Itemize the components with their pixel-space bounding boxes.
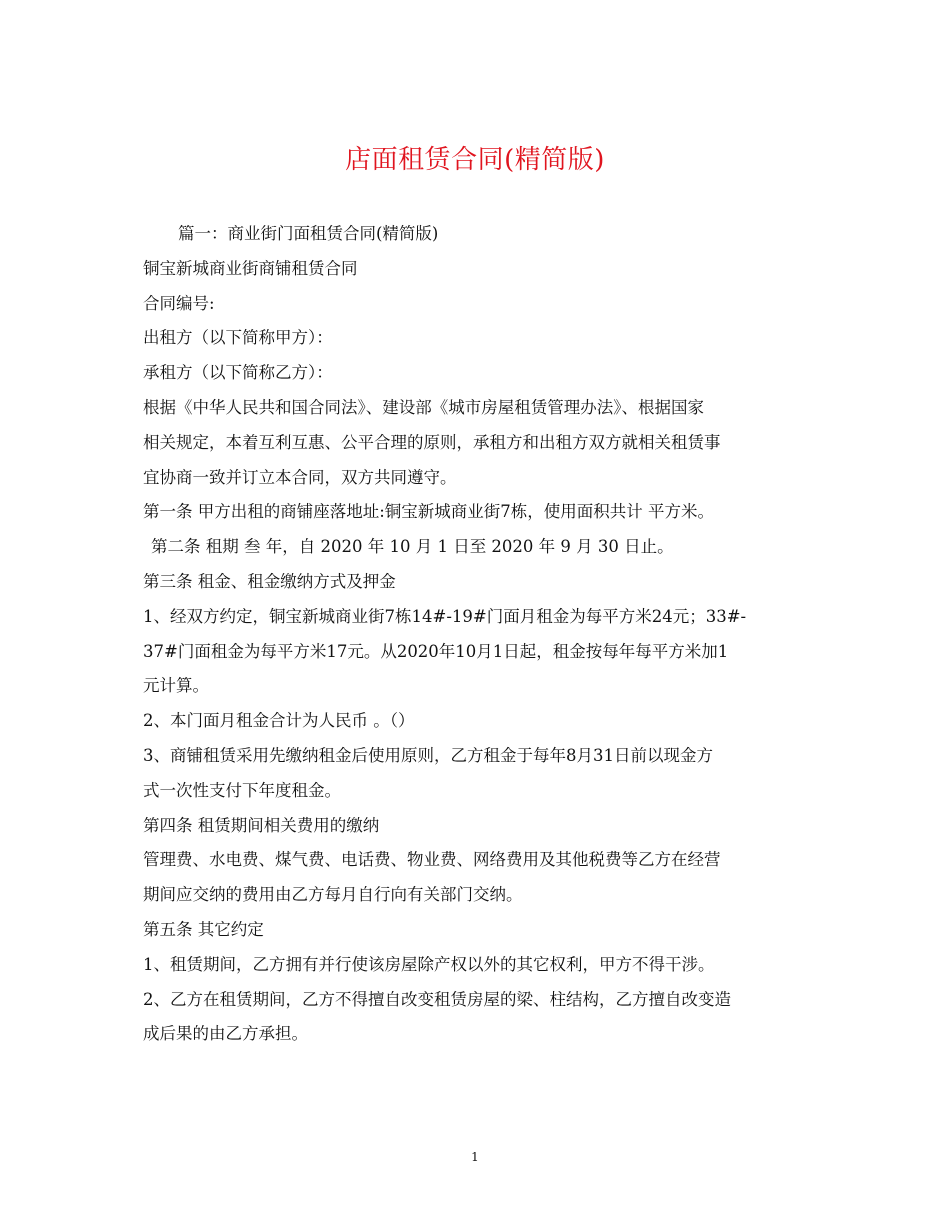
article-3-clause: 3、商铺租赁采用先缴纳租金后使用原则，乙方租金于每年8月31日前以现金方 xyxy=(143,745,713,765)
page-number: 1 xyxy=(471,1150,479,1164)
section-heading: 篇一：商业街门面租赁合同(精简版) xyxy=(178,224,439,243)
document-body xyxy=(143,217,808,1052)
article-5-clause: 2、乙方在租赁期间，乙方不得擅自改变租赁房屋的梁、柱结构，乙方擅自改变造 xyxy=(143,989,731,1009)
article-2: 第二条 租期 叁 年，自 2020 年 10 月 1 日至 2020 年 9 月 30 日止。 xyxy=(151,537,674,557)
article-3-heading: 第三条 租金、租金缴纳方式及押金 xyxy=(143,571,396,591)
article-4-heading: 第四条 租赁期间相关费用的缴纳 xyxy=(143,815,380,835)
contract-number-label: 合同编号: xyxy=(143,293,215,313)
article-4-clause: 期间应交纳的费用由乙方每月自行向有关部门交纳。 xyxy=(143,885,523,905)
article-3-clause: 2、本门面月租金合计为人民币 。（） xyxy=(143,711,415,731)
article-5-clause: 成后果的由乙方承担。 xyxy=(143,1024,308,1044)
article-3-clause: 37#门面租金为每平方米17元。从2020年10月1日起，租金按每年每平方米加1 xyxy=(143,641,729,661)
preamble-line: 宜协商一致并订立本合同，双方共同遵守。 xyxy=(143,467,457,487)
article-3-clause: 式一次性支付下年度租金。 xyxy=(143,780,341,800)
lessor-label: 出租方（以下简称甲方）： xyxy=(143,328,333,348)
document-title: 店面租赁合同(精简版) xyxy=(345,145,605,175)
preamble-line: 相关规定，本着互利互惠、公平合理的原则，承租方和出租方双方就相关租赁事 xyxy=(143,432,721,452)
preamble-line: 根据《中华人民共和国合同法》、建设部《城市房屋租赁管理办法》、根据国家 xyxy=(143,397,704,417)
article-1: 第一条 甲方出租的商铺座落地址:铜宝新城商业街7栋，使用面积共计 平方米。 xyxy=(143,502,715,522)
article-3-clause: 1、经双方约定，铜宝新城商业街7栋14#-19#门面月租金为每平方米24元；33#- xyxy=(143,606,747,626)
article-5-heading: 第五条 其它约定 xyxy=(143,919,264,939)
article-3-clause: 元计算。 xyxy=(143,676,209,696)
article-5-clause: 1、租赁期间，乙方拥有并行使该房屋除产权以外的其它权利，甲方不得干涉。 xyxy=(143,954,715,974)
lessee-label: 承租方（以下简称乙方）： xyxy=(143,363,333,383)
article-4-clause: 管理费、水电费、煤气费、电话费、物业费、网络费用及其他税费等乙方在经营 xyxy=(143,850,721,870)
contract-name: 铜宝新城商业街商铺租赁合同 xyxy=(143,258,358,278)
